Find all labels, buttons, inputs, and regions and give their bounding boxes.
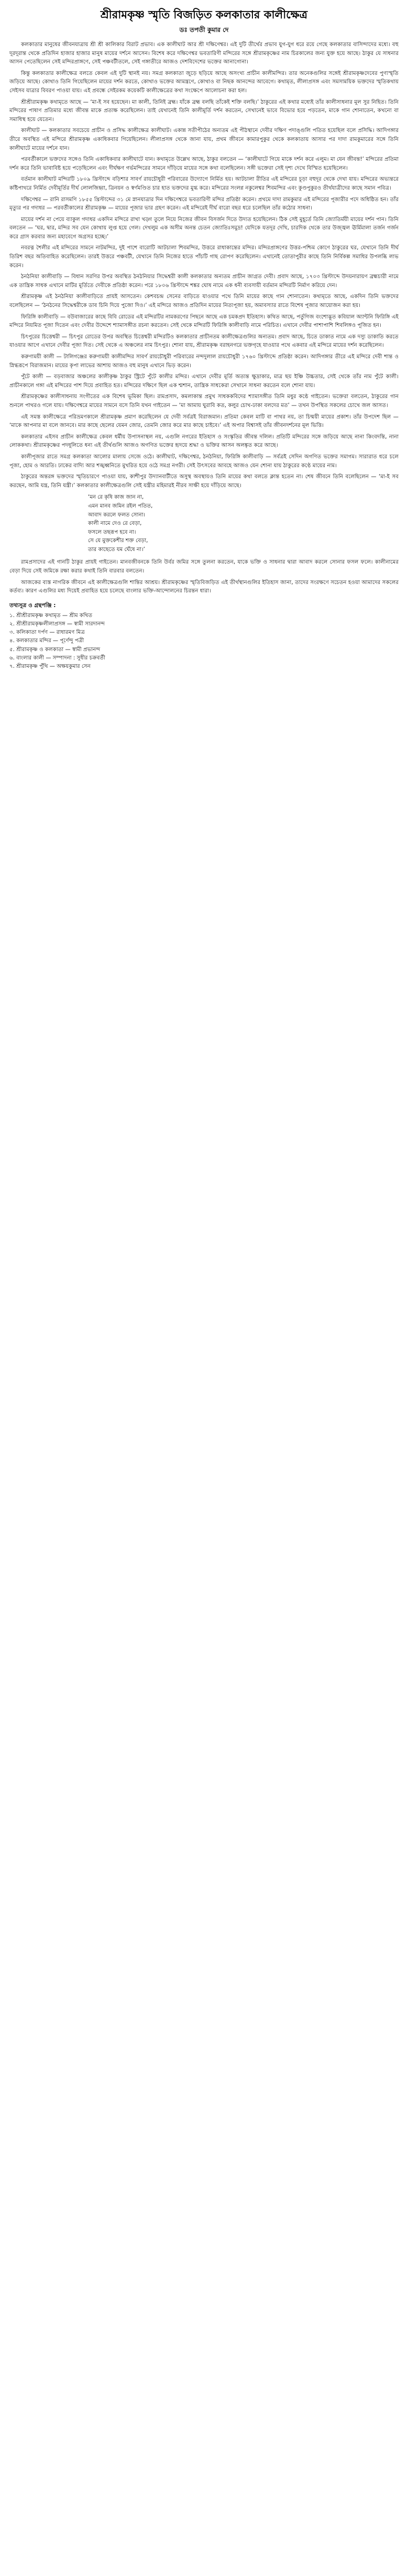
references-section <box>9 601 399 671</box>
article-title: শ্রীরামকৃষ্ণ স্মৃতি বিজড়িত কলকাতার কালীক্ষেত্র <box>100 8 308 21</box>
body-paragraph: কলকাতার মানুষের জীবনযাত্রায় শ্রী শ্রী কালিকার বিরাট প্রভাব। এক কালীঘাট আর শ্রী দক্ষিণেশ্বর। এই দুটি তীর্থের প্রভাব যুগ-যুগ ধরে রয়ে গেছে কলকাতার বাসিন্দাদের মধ্যে। বহু দূরদূরান্ত থেকে প্রতিদিন হাজার হাজার মানুষ মায়ের দর্শনে আসেন। বিশেষ করে দক্ষিণেশ্বর ভবতারিণী মন্দিরের সঙ্গে শ্রীরামকৃষ্ণের নাম চিরকালের জন্য যুক্ত হয়ে আছে। ঠাকুর যে সাধনার আসন পেতেছিলেন সেই মন্দিরপ্রাঙ্গণে, সেই পঞ্চবটীতলে, সেই গঙ্গাতীরে আজও দেশবিদেশের ভক্তের আনাগোনা। <box>9 42 399 65</box>
references-heading: তথ্যসূত্র ও গ্রন্থপঞ্জি : <box>9 602 56 609</box>
verse-line: আবাদ করলে ফলত সোনা। <box>88 512 146 518</box>
closing-paragraph: আজকের ব্যস্ত নাগরিক জীবনে এই কালীক্ষেত্রগুলি শান্তির আশ্রয়। শ্রীরামকৃষ্ণের স্মৃতিবিজড়িত এই তীর্থস্থানগুলির ইতিহাস জানা, তাদের সংরক্ষণে সচেতন হওয়া আমাদের সকলের কর্তব্য। কারণ এগুলির মধ্য দিয়েই প্রবাহিত হয়ে চলেছে বাংলার ভক্তি-আন্দোলনের চিরন্তন ধারা। <box>9 579 399 595</box>
body-paragraph: শ্রীরামকৃষ্ণের কালীসাধনায় সংগীতের এক বিশেষ ভূমিকা ছিল। রামপ্রসাদ, কমলাকান্ত প্রমুখ সাধককবিদের শ্যামাসঙ্গীত তিনি মধুর কণ্ঠে গাইতেন। ভক্তেরা বলতেন, ঠাকুরের গান শুনলে পাথরও গলে যায়। দক্ষিণেশ্বরে মায়ের সামনে বসে তিনি যখন গাইতেন — ‘মা আমায় ঘুরাবি কত, কলুর চোখ-ঢাকা বলদের মত’ — তখন উপস্থিত সকলের চোখে জল আসত। <box>9 394 399 409</box>
reference-item: ২. শ্রীশ্রীরামকৃষ্ণলীলাপ্রসঙ্গ — স্বামী সারদানন্দ <box>9 621 105 628</box>
verse-block <box>88 493 399 554</box>
body-paragraph: করুণাময়ী কালী — টালিগঞ্জের করুণাময়ী কালীমন্দির সাবর্ণ রায়চৌধুরী পরিবারের নন্দদুলাল রায়চৌধুরী ১৭৬০ খ্রিস্টাব্দে প্রতিষ্ঠা করেন। আদিগঙ্গার তীরে এই মন্দিরে দেবী শান্ত ও স্নিগ্ধরূপে বিরাজমান। মায়ের কৃপা লাভের আশায় আজও বহু মানুষ এখানে ভিড় করেন। <box>9 354 399 369</box>
body-paragraph: ঠনঠনিয়া কালীবাড়ি — বিধান সরণির উপর অবস্থিত ঠনঠনিয়ার সিদ্ধেশ্বরী কালী কলকাতার অন্যতম প্রাচীন জাগ্রত দেবী। প্রবাদ আছে, ১৭০৩ খ্রিস্টাব্দে উদয়নারায়ণ ব্রহ্মচারী নামে এক তান্ত্রিক সাধক এখানে মাটির মূর্তিতে দেবীকে প্রতিষ্ঠা করেন। পরে ১৮০৬ খ্রিস্টাব্দে শঙ্কর ঘোষ নামে এক ধনী ব্যবসায়ী বর্তমান মন্দিরটি নির্মাণ করিয়ে দেন। <box>9 274 399 289</box>
reference-item: ৩. কলিকাতা দর্পণ — রাধারমণ মিত্র <box>9 630 85 636</box>
reference-item: ১. শ্রীশ্রীরামকৃষ্ণ কথামৃত — শ্রীম কথিত <box>9 612 93 619</box>
body-paragraph: এই সমস্ত কালীক্ষেত্রে পরিভ্রমণকালে শ্রীরামকৃষ্ণ প্রমাণ করেছিলেন যে দেবী সর্বত্রই বিরাজমান। প্রতিমা কেবল মাটি বা পাথর নয়, তা চিন্ময়ী মায়ের প্রকাশ। তাঁর উপদেশ ছিল — ‘মাকে আপনার মা বলে জানবে। মার কাছে ছেলের যেমন জোর, তেমনি জোর করে মার কাছে চাইবে।’ এই অপার বিশ্বাসই তাঁর জীবনদর্শনের মূল ভিত্তি। <box>9 414 399 429</box>
body-paragraph: মায়ের দর্শন না পেয়ে ব্যাকুল গদাধর একদিন মন্দিরে রাখা খড়্গ তুলে নিয়ে নিজের জীবন বিসর্জন দিতে উদ্যত হয়েছিলেন। ঠিক সেই মুহূর্তে তিনি জ্যোতির্ময়ী মায়ের দর্শন পান। তিনি বলতেন — ‘ঘর, দ্বার, মন্দির সব যেন কোথায় লুপ্ত হয়ে গেল। দেখলুম এক অসীম অনন্ত চেতন জ্যোতিঃসমুদ্র! যেদিকে যতদূর দেখি, চারদিক থেকে তার উজ্জ্বল ঊর্মিমালা তর্জন গর্জন করে গ্রাস করবার জন্য মহাবেগে অগ্রসর হচ্ছে।’ <box>9 216 399 240</box>
reference-item: ৫. শ্রীরামকৃষ্ণ ও কলকাতা — স্বামী প্রভানন্দ <box>9 646 101 653</box>
reference-item: ৪. কলকাতার মন্দির — পূর্ণেন্দু পত্রী <box>9 638 84 644</box>
body-paragraph: পরবর্তীকালে ভক্তদের সঙ্গেও তিনি একাধিকবার কালীঘাটে যান। কথামৃতে উল্লেখ আছে, ঠাকুর বলতেন — ‘কালীঘাটে গিয়ে মাকে দর্শন করে এলুম। মা যেন জীবন্ত!’ মন্দিরের প্রতিমা দর্শন করে তিনি ভাবাবিষ্ট হয়ে পড়েছিলেন এবং দীর্ঘক্ষণ গর্ভমন্দিরের সামনে দাঁড়িয়ে মায়ের সঙ্গে কথা বলেছিলেন। সঙ্গী ভক্তেরা সেই দৃশ্য দেখে বিস্মিত হয়েছিলেন। <box>9 157 399 171</box>
body-paragraph: কালীঘাট — কলকাতার সবচেয়ে প্রাচীন ও প্রসিদ্ধ কালীক্ষেত্র কালীঘাট। একান্ন সতীপীঠের অন্যতম এই পীঠস্থানে দেবীর দক্ষিণ পদাঙ্গুলি পতিত হয়েছিল বলে প্রসিদ্ধি। আদিগঙ্গার তীরে অবস্থিত এই মন্দিরে শ্রীরামকৃষ্ণ একাধিকবার গিয়েছিলেন। লীলাপ্রসঙ্গ থেকে জানা যায়, প্রথম জীবনে কামারপুকুর থেকে কলকাতায় আসার পর দাদা রামকুমারের সঙ্গে তিনি কালীঘাটে মায়ের দর্শনে যান। <box>9 128 399 151</box>
body-paragraph: শ্রীশ্রীরামকৃষ্ণ কথামৃতে আছে — ‘মা-ই সব হয়েছেন। মা কালী, তিনিই ব্রহ্ম। যাঁকে ব্রহ্ম বলছি তাঁকেই শক্তি বলছি।’ ঠাকুরের এই কথার মধ্যেই তাঁর কালীসাধনার মূল সুর নিহিত। তিনি মন্দিরের পাষাণ প্রতিমার মধ্যে জীবন্ত মাকে প্রত্যক্ষ করেছিলেন। তাই যেখানেই তিনি কালীমূর্তি দর্শন করতেন, সেখানেই ভাবে বিভোর হয়ে পড়তেন, মাকে গান শোনাতেন, কখনো বা সমাধিস্থ হয়ে যেতেন। <box>9 99 399 123</box>
closing-paragraph: রামপ্রসাদের এই গানটি ঠাকুর প্রায়ই গাইতেন। মানবজীবনকে তিনি উর্বর জমির সঙ্গে তুলনা করতেন, যাকে ভক্তি ও সাধনার দ্বারা আবাদ করলে সোনার ফসল ফলে। কালীনামের বেড়া দিয়ে সেই জমিকে রক্ষা করার কথাই তিনি বারবার বলতেন। <box>9 559 399 575</box>
body-paragraph: কিন্তু কলকাতার কালীক্ষেত্র বলতে কেবল এই দুটি স্থানই নয়। সমগ্র কলকাতা জুড়ে ছড়িয়ে আছে অসংখ্য প্রাচীন কালীমন্দির। তার অনেকগুলির সঙ্গেই শ্রীরামকৃষ্ণদেবের পুণ্যস্মৃতি জড়িয়ে আছে। কোথাও তিনি গিয়েছিলেন মায়ের দর্শন করতে, কোথাও ভক্তের আমন্ত্রণে, কোথাও বা নিছক আনন্দের আবেগে। কথামৃত, লীলাপ্রসঙ্গ এবং সমসাময়িক ভক্তদের স্মৃতিকথায় সেইসব যাত্রার বিবরণ পাওয়া যায়। এই প্রবন্ধে সেইরকম কয়েকটি কালীক্ষেত্রের কথা সংক্ষেপে আলোচনা করা হল। <box>9 70 399 94</box>
article-body <box>9 41 399 490</box>
verse-line: কালী নামে দেও রে বেড়া, <box>88 521 142 527</box>
body-paragraph: চিৎপুরের চিত্তেশ্বরী — চিৎপুর রোডের উপর অবস্থিত চিত্তেশ্বরী মন্দিরটিও কলকাতার প্রাচীনতম কালীক্ষেত্রগুলির অন্যতম। প্রবাদ আছে, চিতে ডাকাত নামে এক দস্যু ডাকাতি করতে যাওয়ার আগে এখানে দেবীর পূজা দিত। সেই থেকে এ অঞ্চলের নাম চিৎপুর। শোনা যায়, শ্রীরামকৃষ্ণ বরাহনগরে ভক্তগৃহে যাওয়ার পথে একবার এই মন্দিরে মায়ের দর্শন করেছিলেন। <box>9 334 399 349</box>
closing-body <box>9 558 399 596</box>
reference-item: ৭. শ্রীরামকৃষ্ণ পুঁথি — অক্ষয়কুমার সেন <box>9 664 91 670</box>
reference-item: ৬. বাংলার কালী — সম্পাদনা : সুধীর চক্রবর্তী <box>9 655 105 661</box>
body-paragraph: নবরত্ন শৈলীর এই মন্দিরের সামনে নাটমন্দির, দুই পাশে বারোটি আটচালা শিবমন্দির, উত্তরে রাধাকান্তের মন্দির। মন্দিরপ্রাঙ্গণের উত্তর-পশ্চিম কোণে ঠাকুরের ঘর, যেখানে তিনি দীর্ঘ তিরিশ বছর অতিবাহিত করেছিলেন। তারই উত্তরে পঞ্চবটী, যেখানে তিনি নিজের হাতে পাঁচটি গাছ রোপণ করেছিলেন। এখানেই তোতাপুরীর কাছে তিনি নির্বিকল্প সমাধির উপলব্ধি লাভ করেন। <box>9 245 399 269</box>
body-paragraph: ফিরিঙ্গি কালীবাড়ি — বউবাজারের কাছে বিবি রোডের এই মন্দিরটির নামকরণের পিছনে আছে এক চমকপ্রদ ইতিহাস। কথিত আছে, পর্তুগিজ বংশোদ্ভূত কবিয়াল অ্যান্টনি ফিরিঙ্গি এই মন্দিরে নিয়মিত পূজা দিতেন এবং দেবীর উদ্দেশে শ্যামাসঙ্গীত রচনা করতেন। সেই থেকে মন্দিরটি ফিরিঙ্গি কালীবাড়ি নামে পরিচিত। এখানে দেবীর পাশাপাশি শিবলিঙ্গও পূজিত হন। <box>9 314 399 329</box>
article-author: ডঃ তপতী কুমার দে <box>179 26 229 34</box>
verse-line: সে যে মুক্তকেশীর শক্ত বেড়া, <box>88 538 148 544</box>
body-paragraph: ঠাকুরের অন্তরঙ্গ ভক্তদের স্মৃতিচারণে পাওয়া যায়, কাশীপুর উদ্যানবাটীতে অসুস্থ অবস্থায়ও তিনি মায়ের কথা বলতে ক্লান্ত হতেন না। শেষ জীবনে তিনি বলেছিলেন — ‘মা-ই সব করছেন, আমি যন্ত্র, তিনি যন্ত্রী।’ কলকাতার কালীক্ষেত্রগুলি সেই যন্ত্রীর মহিমারই নীরব সাক্ষী হয়ে দাঁড়িয়ে আছে। <box>9 474 399 489</box>
body-paragraph: পুঁটে কালী — বড়বাজার অঞ্চলের কালীকৃষ্ণ ঠাকুর স্ট্রিটে পুঁটে কালীর মন্দির। এখানে দেবীর মূর্তি অত্যন্ত ক্ষুদ্রাকার, মাত্র ছয় ইঞ্চি উচ্চতার, সেই থেকে তাঁর নাম পুঁটে কালী। প্রাচীনকালে গঙ্গা এই মন্দিরের পাশ দিয়ে প্রবাহিত হত। মন্দিরের দক্ষিণে ছিল এক শ্মশান, তান্ত্রিক সাধকেরা সেখানে সাধনা করতেন বলে শোনা যায়। <box>9 374 399 389</box>
body-paragraph: বর্তমান কালীঘাট মন্দিরটি ১৮০৯ খ্রিস্টাব্দে বড়িশার সাবর্ণ রায়চৌধুরী পরিবারের উদ্যোগে নির্মিত হয়। আটচালা রীতির এই মন্দিরের চূড়া বহুদূর থেকে দেখা যায়। মন্দিরের অভ্যন্তরে কষ্টিপাথরে নির্মিত দেবীমূর্তির দীর্ঘ লোলজিহ্বা, ত্রিনয়ন ও স্বর্ণমণ্ডিত চার হাত ভক্তদের মুগ্ধ করে। মন্দিরের সংলগ্ন নকুলেশ্বর শিবমন্দির এবং কুণ্ডপুকুরও তীর্থযাত্রীদের কাছে সমান পবিত্র। <box>9 177 399 191</box>
body-paragraph: কালীপূজার রাতে সমগ্র কলকাতা আলোর মালায় সেজে ওঠে। কালীঘাট, দক্ষিণেশ্বর, ঠনঠনিয়া, ফিরিঙ্গি কালীবাড়ি — সর্বত্রই সেদিন অগণিত ভক্তের সমাগম। সারারাত ধরে চলে পূজা, হোম ও আরতি। ঢাকের বাদ্যি আর শঙ্খধ্বনিতে মুখরিত হয়ে ওঠে সমগ্র নগরী। সেই উৎসবের আবহে আজও যেন শোনা যায় ঠাকুরের কণ্ঠে মায়ের নাম। <box>9 454 399 469</box>
verse-line: ‘মন রে কৃষি কাজ জান না, <box>88 494 144 501</box>
verse-line: তার কাছেতে যম ঘেঁষে না।’ <box>88 546 145 553</box>
body-paragraph: দক্ষিণেশ্বর — রানি রাসমণি ১৮৫৫ খ্রিস্টাব্দের ৩১ মে স্নানযাত্রার দিন দক্ষিণেশ্বরে ভবতারিণী মন্দির প্রতিষ্ঠা করেন। প্রথমে দাদা রামকুমার এই মন্দিরের পূজারীর পদে অধিষ্ঠিত হন। তাঁর মৃত্যুর পর গদাধর — পরবর্তীকালের শ্রীরামকৃষ্ণ — মায়ের পূজার ভার গ্রহণ করেন। এই মন্দিরেই দীর্ঘ বারো বছর ধরে চলেছিল তাঁর কঠোর সাধনা। <box>9 196 399 212</box>
body-paragraph: শ্রীরামকৃষ্ণ এই ঠনঠনিয়া কালীবাড়িতে প্রায়ই আসতেন। কেশবচন্দ্র সেনের বাড়িতে যাওয়ার পথে তিনি মায়ের কাছে গান শোনাতেন। কথামৃতে আছে, একদিন তিনি ভক্তদের বলেছিলেন — ‘ঠনঠনের সিদ্ধেশ্বরীকে ডাব চিনি দিয়ে পুজো দিও।’ এই মন্দিরে আজও প্রতিদিন মায়ের নিত্যপূজা হয়, অমাবস্যার রাতে বিশেষ পূজার আয়োজন করা হয়। <box>9 294 399 309</box>
verse-line: ফসলে তছরূপ হবে না। <box>88 529 136 535</box>
verse-line: এমন মানব জমিন রইল পতিত, <box>88 503 153 509</box>
body-paragraph: কলকাতার এইসব প্রাচীন কালীক্ষেত্র কেবল ধর্মীয় উপাসনাস্থল নয়, এগুলি নগরের ইতিহাস ও সংস্কৃতির জীবন্ত দলিল। প্রতিটি মন্দিরের সঙ্গে জড়িয়ে আছে নানা কিংবদন্তি, নানা লোককথা। শ্রীরামকৃষ্ণের পদধূলিতে ধন্য এই তীর্থগুলি আজও অগণিত ভক্তের হৃদয়ে শ্রদ্ধা ও ভক্তির আসন অলঙ্কৃত করে আছে। <box>9 434 399 449</box>
